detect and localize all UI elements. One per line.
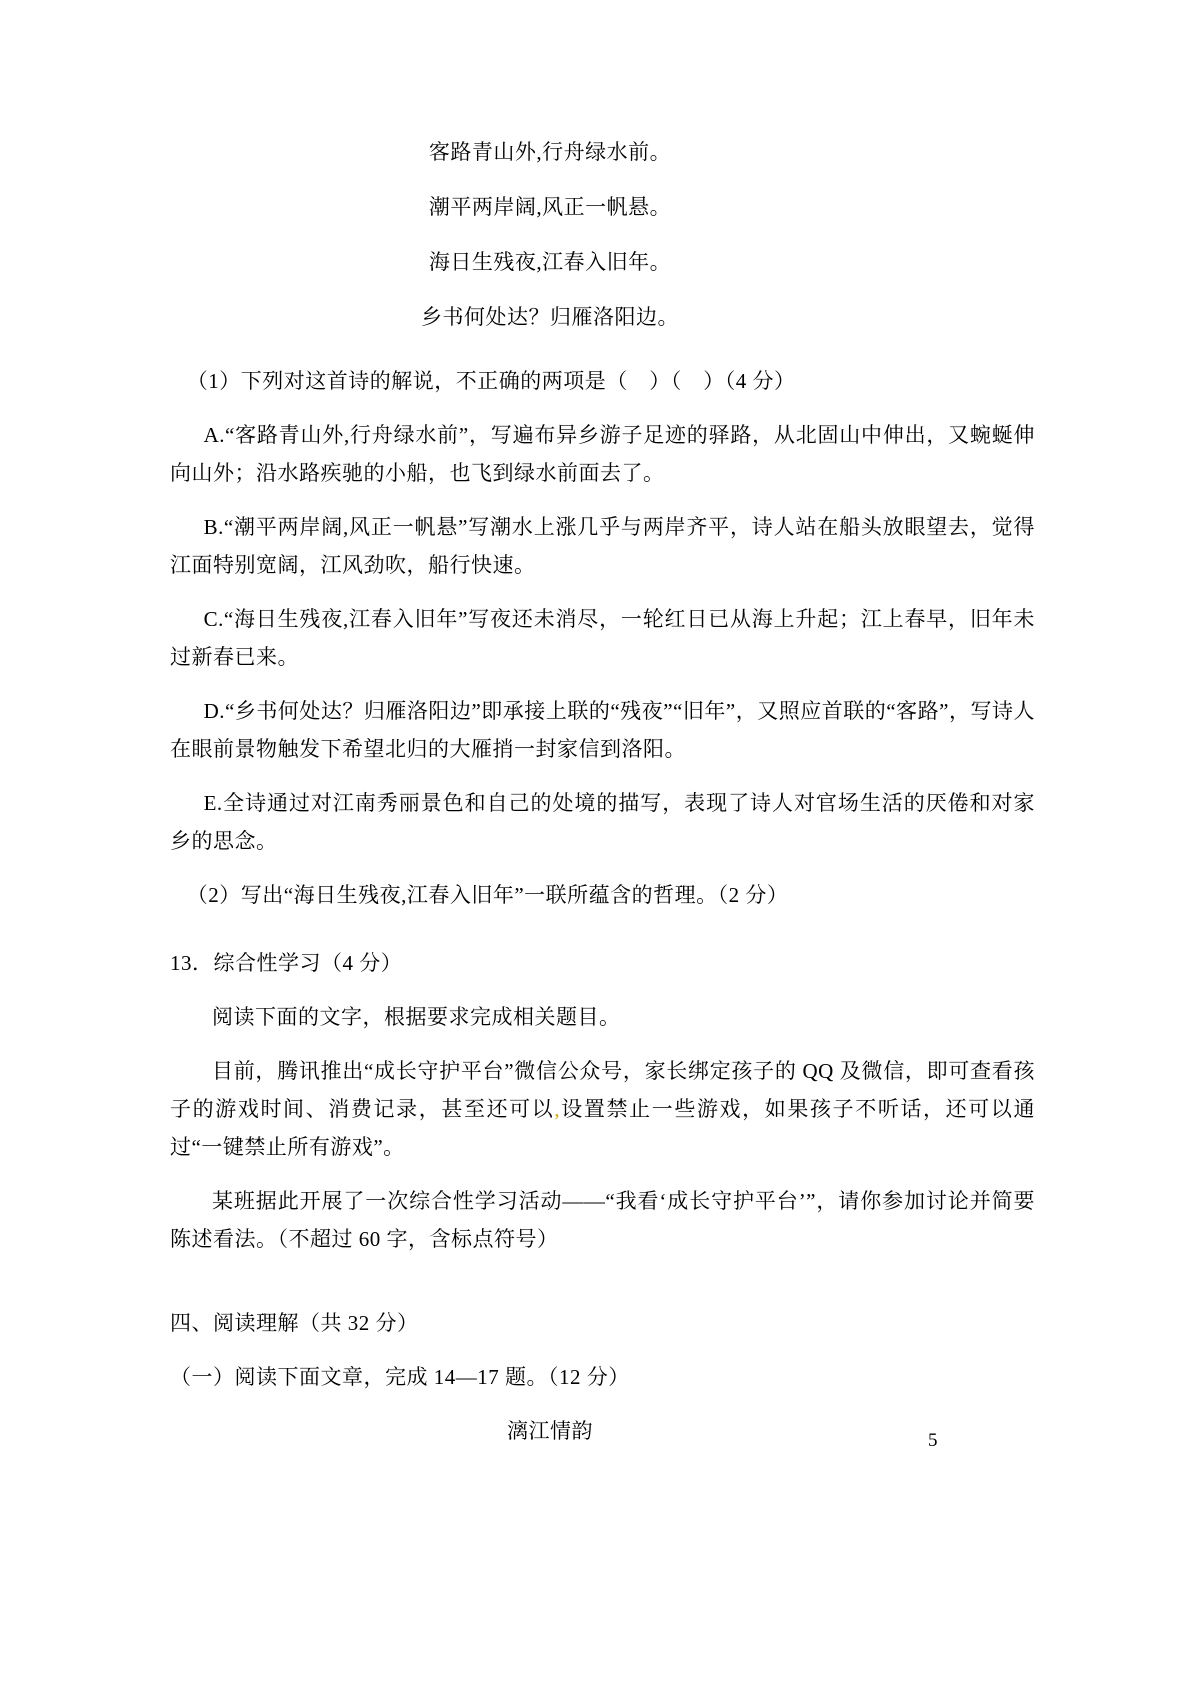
passage-text-1: 目前，腾讯推出“成长守护平台”微信公众号，家长绑定孩子的 QQ 及微信，即可查看孩子的游戏时间、消费记录，甚至还可以 xyxy=(170,1059,1035,1121)
document-page xyxy=(170,142,1035,1450)
question-1-option-e: E.全诗通过对江南秀丽景色和自己的处境的描写，表现了诗人对官场生活的厌倦和对家乡的思念。 xyxy=(170,791,1035,853)
section-13-heading: 13．综合性学习（4 分） xyxy=(170,951,403,975)
page-number: 5 xyxy=(928,1430,938,1451)
reading-section-intro: （一）阅读下面文章，完成 14—17 题。（12 分） xyxy=(170,1365,630,1389)
question-1-prompt: （1）下列对这首诗的解说，不正确的两项是（ ）（ ）（4 分） xyxy=(186,369,796,393)
poem xyxy=(170,142,1035,328)
question-1-option-a: A.“客路青山外,行舟绿水前”，写遍布异乡游子足迹的驿路，从北固山中伸出，又蜿蜒伸向山外；沿水路疾驰的小船，也飞到绿水前面去了。 xyxy=(170,423,1035,485)
question-1-option-b: B.“潮平两岸阔,风正一帆悬”写潮水上涨几乎与两岸齐平，诗人站在船头放眼望去，觉得江面特别宽阔，江风劲吹，船行快速。 xyxy=(170,515,1035,577)
question-2-prompt: （2）写出“海日生残夜,江春入旧年”一联所蕴含的哲理。（2 分） xyxy=(186,883,789,907)
question-1-option-c: C.“海日生残夜,江春入旧年”写夜还未消尽，一轮红日已从海上升起；江上春早，旧年未过新春已来。 xyxy=(170,607,1035,669)
section-13-task: 某班据此开展了一次综合性学习活动——“我看‘成长守护平台’”，请你参加讨论并简要陈述看法。（不超过 60 字，含标点符号） xyxy=(170,1189,1035,1251)
section-13-passage xyxy=(170,1052,1035,1166)
poem-line-3: 海日生残夜,江春入旧年。 xyxy=(428,250,672,274)
passage-text-2: 设置禁止一些游戏，如果孩子不听话，还可以通过“一键禁止所有游戏”。 xyxy=(170,1097,1036,1159)
question-1-option-d: D.“乡书何处达？归雁洛阳边”即承接上联的“残夜”“旧年”，又照应首联的“客路”，写诗人在眼前景物触发下希望北归的大雁捎一封家信到洛阳。 xyxy=(170,699,1035,761)
passage-highlight-mark: , xyxy=(554,1097,561,1121)
poem-line-1: 客路青山外,行舟绿水前。 xyxy=(428,140,672,164)
poem-line-2: 潮平两岸阔,风正一帆悬。 xyxy=(428,195,672,219)
reading-section-heading: 四、阅读理解（共 32 分） xyxy=(170,1311,419,1335)
section-13-intro: 阅读下面的文字，根据要求完成相关题目。 xyxy=(212,1005,621,1029)
poem-line-4: 乡书何处达？归雁洛阳边。 xyxy=(421,305,679,329)
article-title: 漓江情韵 xyxy=(507,1419,593,1443)
